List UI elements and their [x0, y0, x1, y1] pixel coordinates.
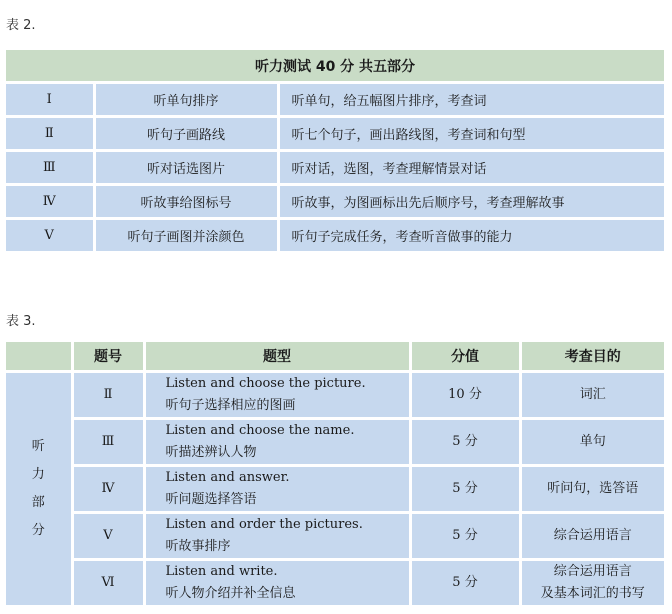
table3: [6, 342, 664, 608]
row-score: 5 分: [410, 560, 520, 607]
row-name: 听故事给图标号: [94, 185, 278, 219]
table-row: [6, 83, 664, 117]
row-aim: 听问句，选答语: [520, 466, 664, 513]
table2-caption: 表 2.: [6, 18, 36, 33]
header-aim: 考查目的: [520, 342, 664, 372]
row-description: 听句子完成任务，考查听音做事的能力: [278, 219, 664, 253]
row-number: Ⅱ: [72, 372, 144, 419]
row-description: 听七个句子，画出路线图，考查词和句型: [278, 117, 664, 151]
row-number: Ⅲ: [72, 419, 144, 466]
section-label: 听 力 部 分: [6, 372, 72, 607]
row-name: 听句子画图并涂颜色: [94, 219, 278, 253]
row-name: 听句子画路线: [94, 117, 278, 151]
table-row: [6, 466, 664, 513]
row-number: Ⅰ: [6, 83, 94, 117]
row-aim: 综合运用语言 及基本词汇的书写: [520, 560, 664, 607]
table2: [6, 50, 664, 254]
row-number: Ⅴ: [72, 513, 144, 560]
table-row: [6, 219, 664, 253]
row-type: Listen and choose the name. 听描述辨认人物: [144, 419, 410, 466]
header-blank: [6, 342, 72, 372]
row-score: 5 分: [410, 419, 520, 466]
row-number: Ⅲ: [6, 151, 94, 185]
row-type: Listen and answer. 听问题选择答语: [144, 466, 410, 513]
table3-caption: 表 3.: [6, 314, 36, 329]
row-aim: 综合运用语言: [520, 513, 664, 560]
row-name: 听单句排序: [94, 83, 278, 117]
table-row: [6, 151, 664, 185]
header-score: 分值: [410, 342, 520, 372]
row-number: Ⅳ: [72, 466, 144, 513]
row-score: 5 分: [410, 513, 520, 560]
row-number: Ⅴ: [6, 219, 94, 253]
row-aim: 词汇: [520, 372, 664, 419]
row-name: 听对话选图片: [94, 151, 278, 185]
header-type: 题型: [144, 342, 410, 372]
table3-header-row: [6, 342, 664, 372]
row-score: 10 分: [410, 372, 520, 419]
row-number: Ⅳ: [6, 185, 94, 219]
row-number: Ⅱ: [6, 117, 94, 151]
header-number: 题号: [72, 342, 144, 372]
row-aim: 单句: [520, 419, 664, 466]
row-type: Listen and write. 听人物介绍并补全信息: [144, 560, 410, 607]
row-description: 听对话，选图，考查理解情景对话: [278, 151, 664, 185]
row-type: Listen and order the pictures. 听故事排序: [144, 513, 410, 560]
table2-header: 听力测试 40 分 共五部分: [6, 50, 664, 83]
row-type: Listen and choose the picture. 听句子选择相应的图画: [144, 372, 410, 419]
table-row: [6, 185, 664, 219]
row-score: 5 分: [410, 466, 520, 513]
table-row: [6, 419, 664, 466]
table-row: [6, 117, 664, 151]
table-row: [6, 372, 664, 419]
row-description: 听故事，为图画标出先后顺序号，考查理解故事: [278, 185, 664, 219]
table-row: [6, 513, 664, 560]
table-row: [6, 560, 664, 607]
row-description: 听单句，给五幅图片排序，考查词: [278, 83, 664, 117]
row-number: Ⅵ: [72, 560, 144, 607]
